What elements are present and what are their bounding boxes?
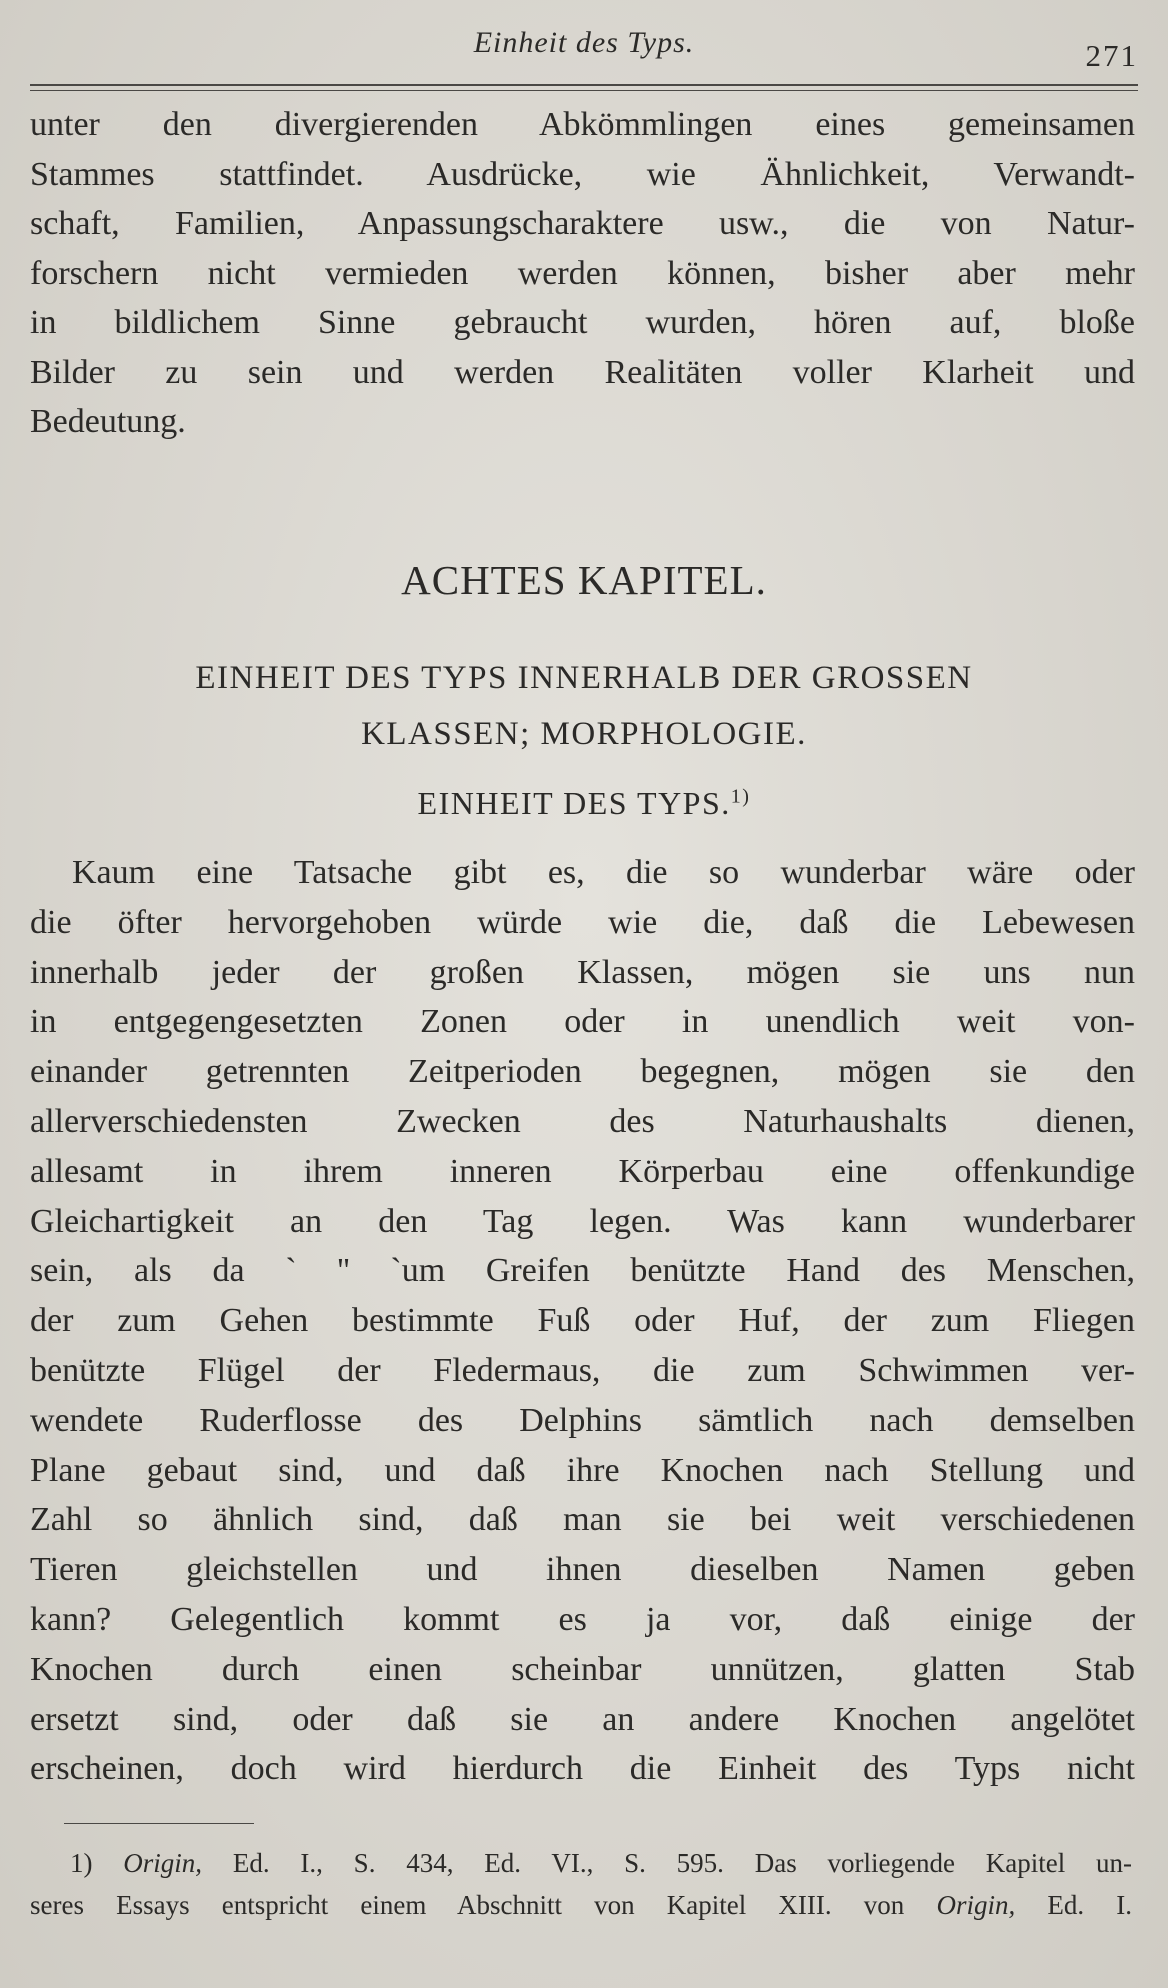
- text-line: wendete Ruderflosse des Delphins sämtlich nach demselben: [30, 1401, 1135, 1439]
- text-line: allerverschiedensten Zwecken des Naturhaushalts dienen,: [30, 1102, 1135, 1140]
- text-line: Tieren gleichstellen und ihnen dieselben Namen geben: [30, 1551, 1135, 1589]
- running-head: Einheit des Typs.: [473, 26, 695, 59]
- continuation-paragraph: [30, 100, 1135, 447]
- text-line: sein, als da ` '' `um Greifen benützte Hand des Menschen,: [30, 1252, 1135, 1290]
- text-line: forschern nicht vermieden werden können, bisher aber mehr: [30, 254, 1135, 292]
- page-number: 271: [1085, 38, 1138, 73]
- text-line: erscheinen, doch wird hierdurch die Einheit des Typs nicht: [30, 1750, 1135, 1788]
- text-line: Zahl so ähnlich sind, daß man sie bei weit verschiedenen: [30, 1501, 1135, 1539]
- footnote-text: Ed. I., S. 434, Ed. VI., S. 595. Das vorliegende Kapitel un-: [232, 1848, 1132, 1878]
- text-line: allesamt in ihrem inneren Körperbau eine offenkundige: [30, 1152, 1135, 1190]
- footnote-text: seres Essays entspricht einem Abschnitt von Kapitel XIII. von: [30, 1890, 905, 1920]
- footnote-citation: Origin,: [123, 1848, 203, 1878]
- main-paragraph: [30, 848, 1135, 1794]
- footnote: [30, 1842, 1132, 1926]
- text-line: Plane gebaut sind, und daß ihre Knochen nach Stellung und: [30, 1451, 1135, 1489]
- text-line: Kaum eine Tatsache gibt es, die so wunderbar wäre oder: [72, 854, 1135, 891]
- text-line: schaft, Familien, Anpassungscharaktere usw., die von Natur-: [30, 205, 1135, 242]
- footnote-rule: [64, 1823, 254, 1824]
- text-line: benützte Flügel der Fledermaus, die zum Schwimmen ver-: [30, 1351, 1135, 1389]
- text-line: Gleichartigkeit an den Tag legen. Was kann wunderbarer: [30, 1202, 1135, 1240]
- text-line: die öfter hervorgehoben würde wie die, daß die Lebewesen: [30, 903, 1135, 941]
- chapter-subtitle-line: KLASSEN; MORPHOLOGIE.: [361, 716, 807, 752]
- text-line: ersetzt sind, oder daß sie an andere Knochen angelötet: [30, 1700, 1135, 1738]
- text-line: innerhalb jeder der großen Klassen, mögen sie uns nun: [30, 953, 1135, 991]
- page-header: [30, 22, 1138, 92]
- footnote-reference: 1): [730, 785, 751, 808]
- text-line: in entgegengesetzten Zonen oder in unendlich weit von-: [30, 1003, 1135, 1041]
- footnote-line: [30, 1884, 1132, 1926]
- text-line: einander getrennten Zeitperioden begegnen, mögen sie den: [30, 1053, 1135, 1091]
- section-title: [0, 785, 1168, 822]
- text-line: in bildlichem Sinne gebraucht wurden, hören auf, bloße: [30, 304, 1135, 341]
- text-line: Stammes stattfindet. Ausdrücke, wie Ähnlichkeit, Verwandt-: [30, 155, 1135, 193]
- section-title-text: EINHEIT DES TYPS.: [417, 785, 731, 821]
- text-line: Knochen durch einen scheinbar unnützen, glatten Stab: [30, 1650, 1135, 1688]
- header-rule: [30, 84, 1138, 91]
- footnote-line: [30, 1842, 1132, 1884]
- text-line: Bedeutung.: [30, 403, 186, 440]
- chapter-subtitle: [60, 650, 1108, 762]
- chapter-title: ACHTES KAPITEL.: [401, 557, 767, 603]
- text-line: Bilder zu sein und werden Realitäten voller Klarheit und: [30, 353, 1135, 391]
- text-line: unter den divergierenden Abkömmlingen eines gemeinsamen: [30, 106, 1135, 143]
- text-line: der zum Gehen bestimmte Fuß oder Huf, der zum Fliegen: [30, 1302, 1135, 1340]
- text-line: kann? Gelegentlich kommt es ja vor, daß einige der: [30, 1600, 1135, 1638]
- footnote-citation: Origin,: [936, 1890, 1016, 1920]
- footnote-marker: 1): [70, 1848, 93, 1878]
- footnote-text: Ed. I.: [1047, 1890, 1133, 1920]
- chapter-subtitle-line: EINHEIT DES TYPS INNERHALB DER GROSSEN: [195, 660, 973, 696]
